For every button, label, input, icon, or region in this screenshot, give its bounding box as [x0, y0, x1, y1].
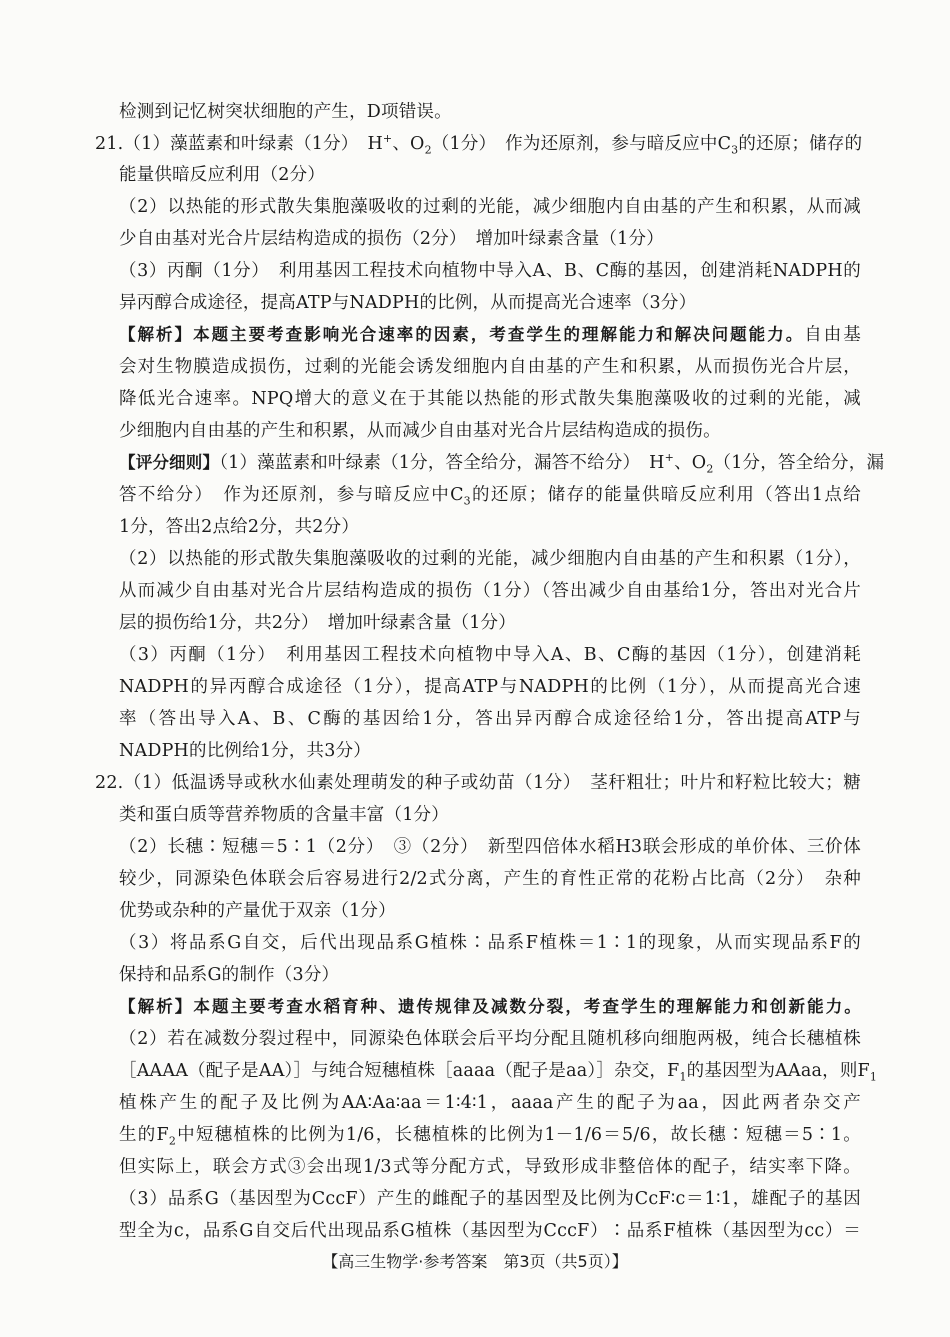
text-segment: 答不给分） 作为还原剂，参与暗反应中C	[119, 485, 464, 505]
text-segment: （3）将品系G自交，后代出现品系G植株∶品系F植株＝1∶1的现象，从而实现品系F的	[119, 933, 861, 953]
bold-heading-text: 【解析】本题主要考查影响光合速率的因素，考查学生的理解能力和解决问题能力。	[119, 325, 805, 344]
text-segment: 少自由基对光合片层结构造成的损伤（2分） 增加叶绿素含量（1分）	[119, 229, 664, 249]
text-line	[95, 132, 861, 156]
text-line	[119, 611, 861, 635]
subscript: 1	[869, 1070, 878, 1084]
text-segment: 22.（1）低温诱导或秋水仙素处理萌发的种子或幼苗（1分） 茎秆粗壮；叶片和籽粒比较大；糖	[95, 773, 861, 793]
text-segment: 的还原；储存的	[738, 134, 863, 154]
text-line	[119, 643, 861, 667]
text-segment: （2）以热能的形式散失集胞藻吸收的过剩的光能，减少细胞内自由基的产生和积累，从而减	[119, 197, 861, 217]
text-segment: 降低光合速率。NPQ增大的意义在于其能以热能的形式散失集胞藻吸收的过剩的光能，减	[119, 389, 861, 409]
text-line	[119, 899, 861, 923]
text-segment: 1分，答出2点给2分，共2分）	[119, 517, 360, 537]
text-segment: （2）若在减数分裂过程中，同源染色体联会后平均分配且随机移向细胞两极，纯合长穗植株	[119, 1029, 861, 1049]
text-line	[119, 1027, 861, 1051]
text-segment: 、O	[392, 134, 425, 154]
text-segment: 异丙醇合成途径，提高ATP与NADPH的比例，从而提高光合速率（3分）	[119, 293, 697, 313]
text-line	[119, 1187, 861, 1211]
subscript: 3	[731, 143, 739, 157]
text-line	[119, 739, 861, 763]
text-segment: 少细胞内自由基的产生和积累，从而减少自由基对光合片层结构造成的损伤。	[119, 421, 721, 441]
bold-heading-text: 【解析】本题主要考查水稻育种、遗传规律及减数分裂，考查学生的理解能力和创新能力。	[119, 997, 861, 1016]
text-line	[119, 963, 861, 987]
text-line	[119, 100, 861, 124]
text-segment: （1分，答全给分，漏	[713, 453, 885, 473]
text-segment: （1）藻蓝素和叶绿素（1分，答全给分，漏答不给分） H	[219, 453, 665, 473]
text-segment: 自由基	[804, 325, 861, 345]
text-segment: 但实际上，联会方式③会出现1/3式等分配方式，导致形成非整倍体的配子，结实率下降。	[119, 1157, 861, 1177]
text-line	[119, 227, 861, 251]
text-line	[119, 1155, 861, 1179]
text-line	[119, 1059, 878, 1084]
text-line	[119, 1123, 861, 1147]
text-line	[95, 771, 861, 795]
text-line	[119, 163, 861, 187]
subscript: 1	[679, 1070, 687, 1084]
text-line	[119, 675, 861, 699]
subscript: 2	[424, 143, 432, 157]
text-line	[119, 835, 861, 859]
text-segment: 保持和品系G的制作（3分）	[119, 965, 340, 985]
text-segment: 植株产生的配子及比例为AA∶Aa∶aa＝1∶4∶1，aaaa产生的配子为aa，因此两者杂交产	[119, 1093, 861, 1113]
bold-heading-text: 【评分细则】	[119, 453, 220, 472]
text-segment: （2）以热能的形式散失集胞藻吸收的过剩的光能，减少细胞内自由基的产生和积累（1分），	[119, 549, 861, 569]
text-segment: NADPH的比例给1分，共3分）	[119, 741, 371, 761]
text-segment: 、O	[674, 453, 707, 473]
text-line	[119, 931, 861, 955]
text-line	[119, 995, 861, 1019]
text-segment: 型全为c，品系G自交后代出现品系G植株（基因型为CccF）∶品系F植株（基因型为cc）＝	[119, 1221, 861, 1241]
text-line	[119, 1091, 861, 1115]
text-segment: （2）长穗∶短穗＝5∶1（2分） ③（2分） 新型四倍体水稻H3联会形成的单价体、三价体	[119, 837, 861, 857]
text-segment: （1分） 作为还原剂，参与暗反应中C	[431, 134, 732, 154]
text-segment: NADPH的异丙醇合成途径（1分），提高ATP与NADPH的比例（1分），从而提高光合速	[119, 677, 861, 697]
text-segment: 会对生物膜造成损伤，过剩的光能会诱发细胞内自由基的产生和积累，从而损伤光合片层，	[119, 357, 861, 377]
text-segment: 生的F	[119, 1125, 169, 1145]
text-segment: （3）丙酮（1分） 利用基因工程技术向植物中导入A、B、C酶的基因，创建消耗NADPH的	[119, 261, 861, 281]
text-line	[119, 195, 861, 219]
subscript: 2	[706, 462, 714, 476]
subscript: 2	[168, 1134, 177, 1148]
superscript: +	[382, 132, 393, 146]
text-line	[119, 1219, 861, 1243]
text-segment: ［AAAA（配子是AA）］与纯合短穗植株［aaaa（配子是aa）］杂交，F	[119, 1061, 680, 1081]
text-segment: 的还原；储存的能量供暗反应利用（答出1点给	[470, 485, 861, 505]
text-segment: 从而减少自由基对光合片层结构造成的损伤（1分）（答出减少自由基给1分，答出对光合片	[119, 581, 861, 601]
text-segment: 较少，同源染色体联会后容易进行2/2式分离，产生的育性正常的花粉占比高（2分） 杂种	[119, 869, 861, 889]
text-segment: 的基因型为AAaa，则F	[686, 1061, 870, 1081]
text-segment: （3）丙酮（1分） 利用基因工程技术向植物中导入A、B、C酶的基因（1分），创建消耗	[119, 645, 861, 665]
text-line	[119, 515, 861, 539]
text-line	[119, 419, 861, 443]
text-line	[119, 547, 861, 571]
page-footer: 【高三生物学·参考答案 第3页（共5页）】	[322, 1252, 628, 1271]
text-segment: 检测到记忆树突状细胞的产生，D项错误。	[119, 102, 452, 122]
text-segment: （3）品系G（基因型为CccF）产生的雌配子的基因型及比例为CcF∶c＝1∶1，雄配子的基因	[119, 1189, 861, 1209]
text-line	[119, 579, 861, 603]
text-segment: 中短穗植株的比例为1/6，长穗植株的比例为1－1/6＝5/6，故长穗∶短穗＝5∶1。	[176, 1125, 862, 1145]
text-segment: 能量供暗反应利用（2分）	[119, 165, 326, 185]
text-line	[119, 803, 861, 827]
text-segment: 优势或杂种的产量优于双亲（1分）	[119, 901, 396, 921]
text-line	[119, 291, 861, 315]
text-line	[119, 483, 861, 507]
text-segment: 层的损伤给1分，共2分） 增加叶绿素含量（1分）	[119, 613, 516, 633]
text-segment: 率（答出导入A、B、C酶的基因给1分，答出异丙醇合成途径给1分，答出提高ATP与	[119, 709, 861, 729]
text-segment: 21.（1）藻蓝素和叶绿素（1分） H	[95, 134, 383, 154]
text-line	[119, 259, 861, 283]
text-line	[119, 451, 885, 476]
superscript: +	[664, 451, 675, 465]
text-line	[119, 355, 861, 379]
text-line	[119, 387, 861, 411]
subscript: 3	[463, 494, 471, 508]
text-line	[119, 867, 861, 891]
text-line	[119, 707, 861, 731]
text-line	[119, 323, 861, 347]
text-segment: 类和蛋白质等营养物质的含量丰富（1分）	[119, 805, 449, 825]
